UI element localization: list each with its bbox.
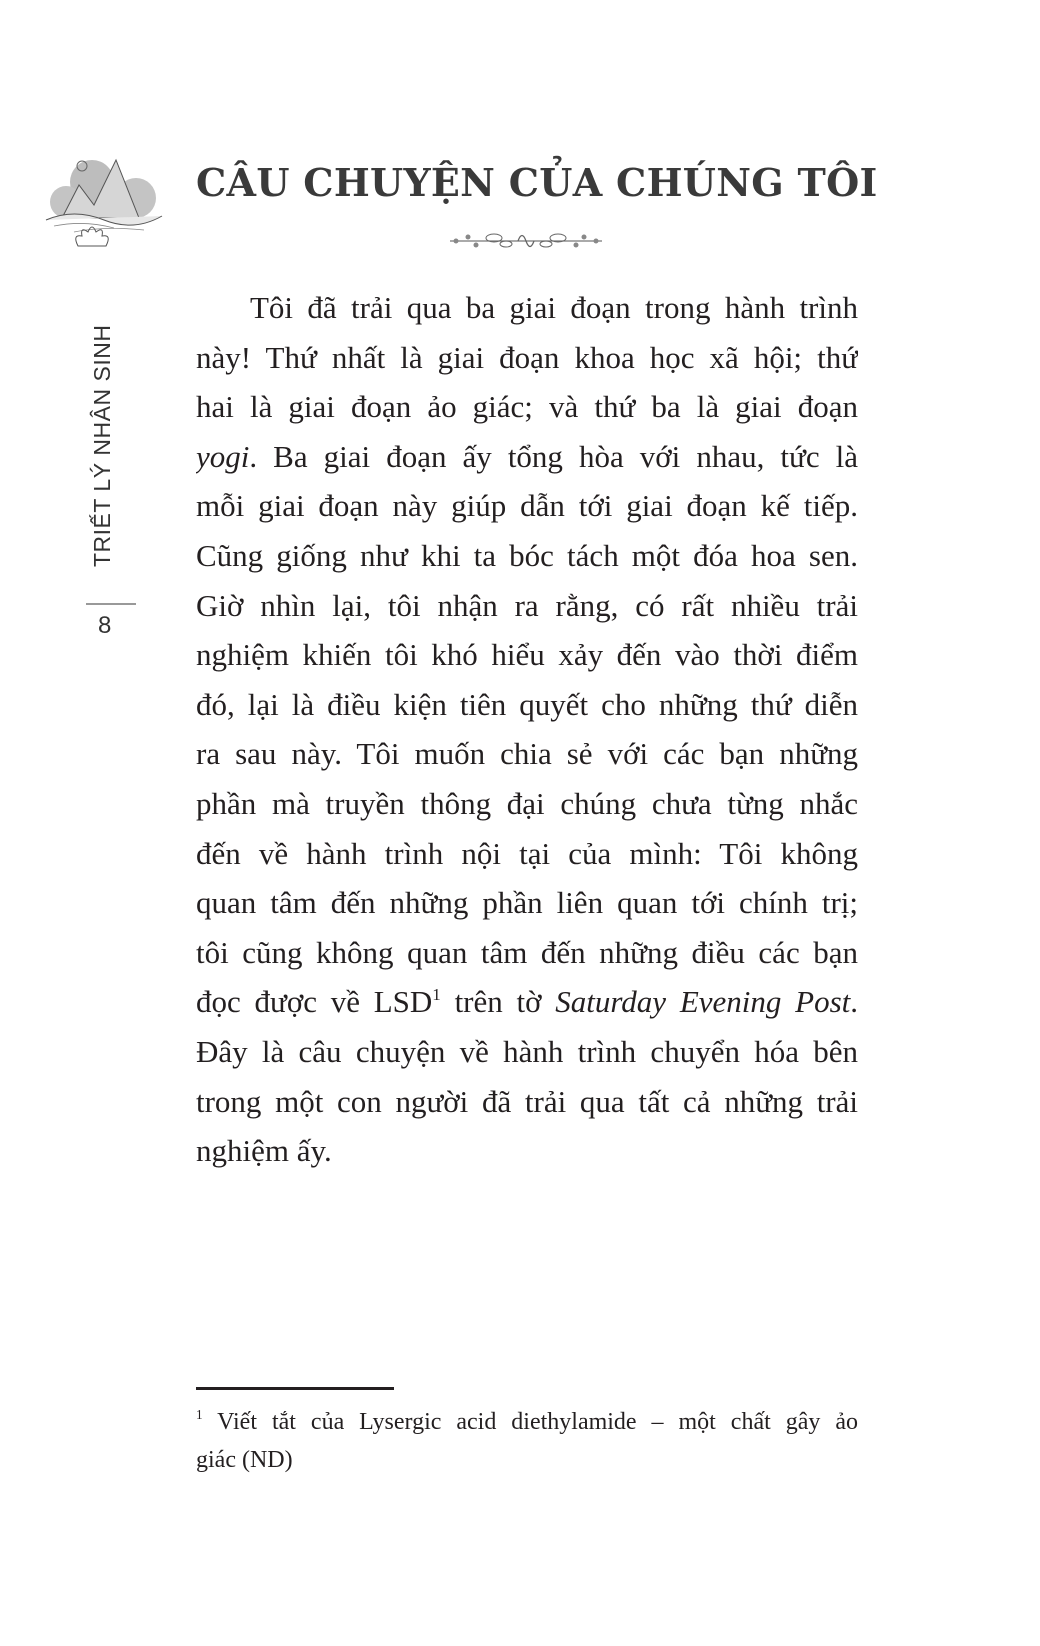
running-title: TRIẾT LÝ NHÂN SINH (89, 324, 115, 567)
text-line (196, 581, 858, 631)
text-line (196, 1077, 858, 1127)
text-segment: trong một con người đã trải qua tất cả những trải (196, 1083, 858, 1119)
text-segment: phần mà truyền thông đại chúng chưa từng nhắc (196, 785, 858, 821)
text-line (196, 283, 858, 333)
text-line (196, 977, 858, 1027)
text-line (196, 1027, 858, 1077)
footnote-divider (196, 1387, 394, 1390)
text-segment: nghiệm ấy. (196, 1133, 332, 1169)
text-segment: Giờ nhìn lại, tôi nhận ra rằng, có rất nhiều trải (196, 587, 858, 623)
chapter-title: CÂU CHUYỆN CỦA CHÚNG TÔI (196, 160, 878, 205)
text-line (196, 1441, 858, 1479)
text-line (196, 829, 858, 879)
text-segment: hai là giai đoạn ảo giác; và thứ ba là giai đoạn (196, 389, 858, 425)
text-line (196, 382, 858, 432)
text-segment: giác (ND) (196, 1447, 293, 1473)
text-line (196, 1126, 858, 1176)
floral-vine-divider-icon (446, 230, 606, 252)
text-line (196, 729, 858, 779)
mountain-lotus-icon (44, 150, 164, 250)
text-segment: Tôi đã trải qua ba giai đoạn trong hành trình (250, 290, 858, 325)
text-line (196, 481, 858, 531)
text-line (196, 878, 858, 928)
text-line (196, 432, 858, 482)
text-segment: Saturday Evening Post (555, 984, 851, 1020)
text-segment: . (850, 984, 858, 1020)
text-segment: . Ba giai đoạn ấy tổng hòa với nhau, tức là (249, 438, 858, 474)
text-line (196, 680, 858, 730)
text-segment: đến về hành trình nội tại của mình: Tôi không (196, 835, 858, 871)
text-segment: trên tờ (440, 984, 556, 1020)
page-number: 8 (98, 612, 112, 639)
footnote (196, 1403, 858, 1479)
text-segment: đọc được về LSD (196, 984, 433, 1020)
footnote-marker: 1 (196, 1407, 203, 1423)
text-line (196, 333, 858, 383)
text-segment: nghiệm khiến tôi khó hiểu xảy đến vào thời điểm (196, 637, 858, 673)
text-segment: yogi (196, 438, 250, 474)
text-line (196, 928, 858, 978)
text-segment: tôi cũng không quan tâm đến những điều các bạn (196, 934, 858, 970)
text-segment: ra sau này. Tôi muốn chia sẻ với các bạn những (196, 736, 858, 772)
text-line (196, 630, 858, 680)
text-segment: này! Thứ nhất là giai đoạn khoa học xã hội; thứ (196, 339, 858, 375)
text-segment: đó, lại là điều kiện tiên quyết cho những thứ diễn (196, 686, 858, 722)
text-segment: Viết tắt của Lysergic acid diethylamide – một chất gây ảo (202, 1409, 858, 1435)
running-title-divider (86, 603, 136, 605)
text-segment: Cũng giống như khi ta bóc tách một đóa hoa sen. (196, 537, 858, 573)
text-line (196, 1403, 858, 1441)
text-line (196, 531, 858, 581)
body-text (196, 283, 858, 1176)
text-line (196, 779, 858, 829)
text-segment: Đây là câu chuyện về hành trình chuyển hóa bên (196, 1033, 858, 1069)
text-segment: mỗi giai đoạn này giúp dẫn tới giai đoạn kế tiếp. (196, 488, 858, 524)
text-segment: quan tâm đến những phần liên quan tới chính trị; (196, 885, 858, 921)
footnote-marker: 1 (432, 984, 441, 1004)
